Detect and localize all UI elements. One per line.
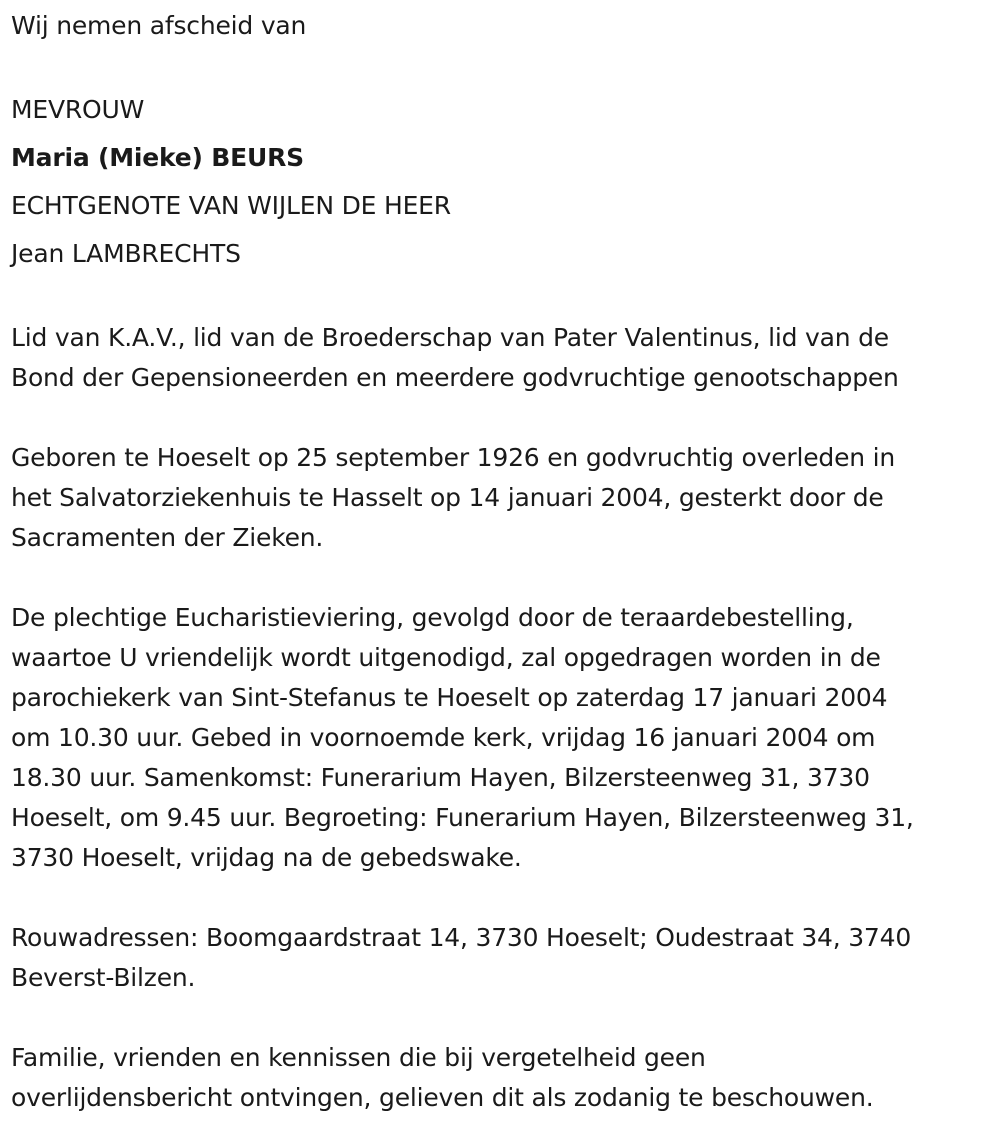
membership-line: Lid van K.A.V., lid van de Broederschap van Pater Valentinus, lid van de <box>11 323 889 352</box>
closing-line: Familie, vrienden en kennissen die bij vergetelheid geen <box>11 1043 706 1072</box>
closing-line: overlijdensbericht ontvingen, gelieven dit als zodanig te beschouwen. <box>11 1083 874 1112</box>
membership-paragraph <box>11 318 1000 398</box>
ceremony-line: waartoe U vriendelijk wordt uitgenodigd, zal opgedragen worden in de <box>11 643 881 672</box>
deceased-title: MEVROUW <box>11 95 145 124</box>
addresses-paragraph <box>11 918 1000 998</box>
ceremony-line: 18.30 uur. Samenkomst: Funerarium Hayen, Bilzersteenweg 31, 3730 <box>11 763 870 792</box>
birth-death-paragraph <box>11 438 1000 558</box>
ceremony-line: 3730 Hoeselt, vrijdag na de gebedswake. <box>11 843 522 872</box>
birth-death-line: het Salvatorziekenhuis te Hasselt op 14 januari 2004, gesterkt door de <box>11 483 884 512</box>
membership-line: Bond der Gepensioneerden en meerdere godvruchtige genootschappen <box>11 363 899 392</box>
closing-paragraph <box>11 1038 1000 1118</box>
ceremony-paragraph <box>11 598 1000 878</box>
ceremony-line: Hoeselt, om 9.45 uur. Begroeting: Funerarium Hayen, Bilzersteenweg 31, <box>11 803 914 832</box>
ceremony-line: De plechtige Eucharistieviering, gevolgd door de teraardebestelling, <box>11 603 854 632</box>
intro-line <box>11 6 1000 46</box>
birth-death-line: Geboren te Hoeselt op 25 september 1926 en godvruchtig overleden in <box>11 443 896 472</box>
addresses-line: Rouwadressen: Boomgaardstraat 14, 3730 Hoeselt; Oudestraat 34, 3740 <box>11 923 912 952</box>
ceremony-line: om 10.30 uur. Gebed in voornoemde kerk, vrijdag 16 januari 2004 om <box>11 723 876 752</box>
deceased-name: Maria (Mieke) BEURS <box>11 143 304 172</box>
deceased-block <box>11 86 1000 278</box>
addresses-line: Beverst-Bilzen. <box>11 963 196 992</box>
intro-text: Wij nemen afscheid van <box>11 11 307 40</box>
birth-death-line: Sacramenten der Zieken. <box>11 523 324 552</box>
deceased-relation: ECHTGENOTE VAN WIJLEN DE HEER <box>11 191 451 220</box>
ceremony-line: parochiekerk van Sint-Stefanus te Hoeselt op zaterdag 17 januari 2004 <box>11 683 888 712</box>
spouse-name: Jean LAMBRECHTS <box>11 239 241 268</box>
